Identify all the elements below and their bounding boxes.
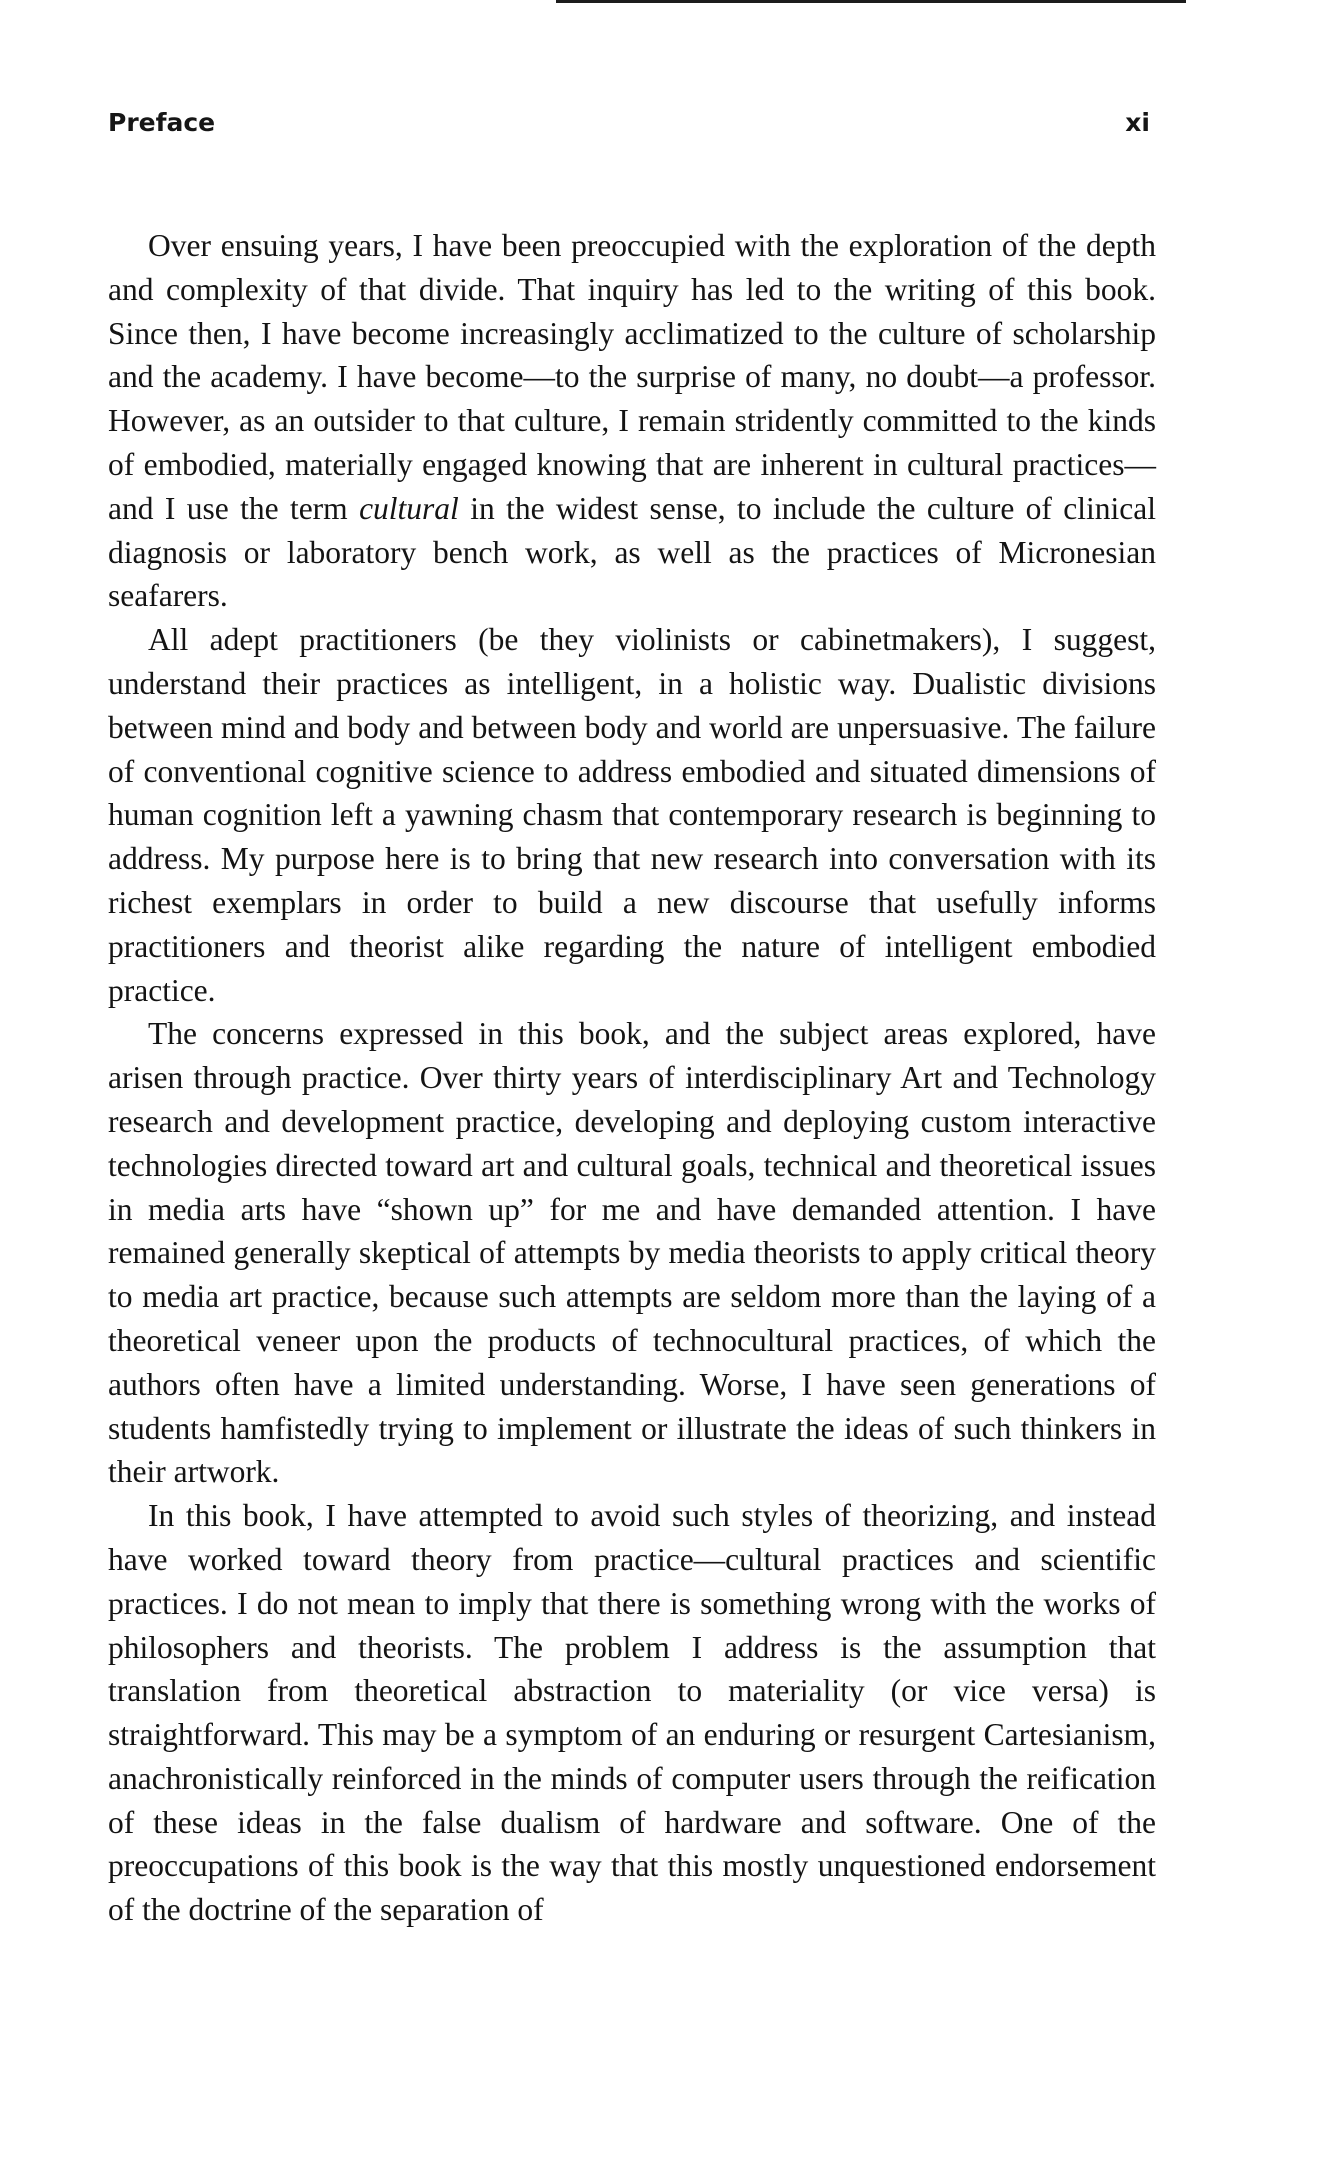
paragraph-4: In this book, I have attempted to avoid such styles of theorizing, and instead have worked toward theory from practice—cultural practices and scientific practices. I do not mean to imply that there is something wrong with the works of philosophers and theorists. The problem I address is the assumption that translation from theoretical abstraction to materiality (or vice versa) is straightforward. This may be a symptom of an enduring or resurgent Cartesianism, anachronistically reinforced in the minds of computer users through the reification of these ideas in the false dualism of hardware and software. One of the preoccupations of this book is the way that this mostly unquestioned endorsement of the doctrine of the separation of bbox=[108, 1498, 1156, 1928]
paragraph-2: All adept practitioners (be they violinists or cabinetmakers), I suggest, understand their practices as intelligent, in a holistic way. Dualistic divisions between mind and body and between body and world are unpersuasive. The failure of conventional cognitive science to address embodied and situated dimensions of human cognition left a yawning chasm that contemporary research is beginning to address. My purpose here is to bring that new research into conversation with its richest exemplars in order to build a new discourse that usefully informs practitioners and theorist alike regarding the nature of intelligent embodied practice. bbox=[108, 622, 1156, 1008]
paragraph-1 bbox=[108, 224, 1156, 618]
running-head-title: Preface bbox=[108, 108, 216, 137]
paragraph-1-text-b: in the widest sense, to include the culture of clinical diagnosis or laboratory bench work, as well as the practices of Micronesian seafarers. bbox=[108, 490, 1156, 614]
body-text bbox=[108, 224, 1156, 1932]
paragraph-3: The concerns expressed in this book, and the subject areas explored, have arisen through practice. Over thirty years of interdisciplinary Art and Technology research and development practice, developing and deploying custom interactive technologies directed toward art and cultural goals, technical and theoretical issues in media arts have “shown up” for me and have demanded attention. I have remained generally skeptical of attempts by media theorists to apply critical theory to media art practice, because such attempts are seldom more than the laying of a theoretical veneer upon the products of technocultural practices, of which the authors often have a limited understanding. Worse, I have seen generations of students hamfistedly trying to implement or illustrate the ideas of such thinkers in their artwork. bbox=[108, 1016, 1156, 1490]
paragraph-1-text-a: Over ensuing years, I have been preoccupied with the exploration of the depth and complexity of that divide. That inquiry has led to the writing of this book. Since then, I have become increasingly acclimatized to the culture of scholarship and the academy. I have become—to the surprise of many, no doubt—a professor. However, as an outsider to that culture, I remain stridently committed to the kinds of embodied, materially engaged knowing that are inherent in cultural practices—and I use the term bbox=[108, 228, 1156, 526]
running-head bbox=[108, 108, 1150, 144]
top-rule bbox=[556, 0, 1186, 3]
page-number: xi bbox=[1125, 108, 1150, 137]
paragraph-1-italic-term: cultural bbox=[359, 490, 459, 526]
